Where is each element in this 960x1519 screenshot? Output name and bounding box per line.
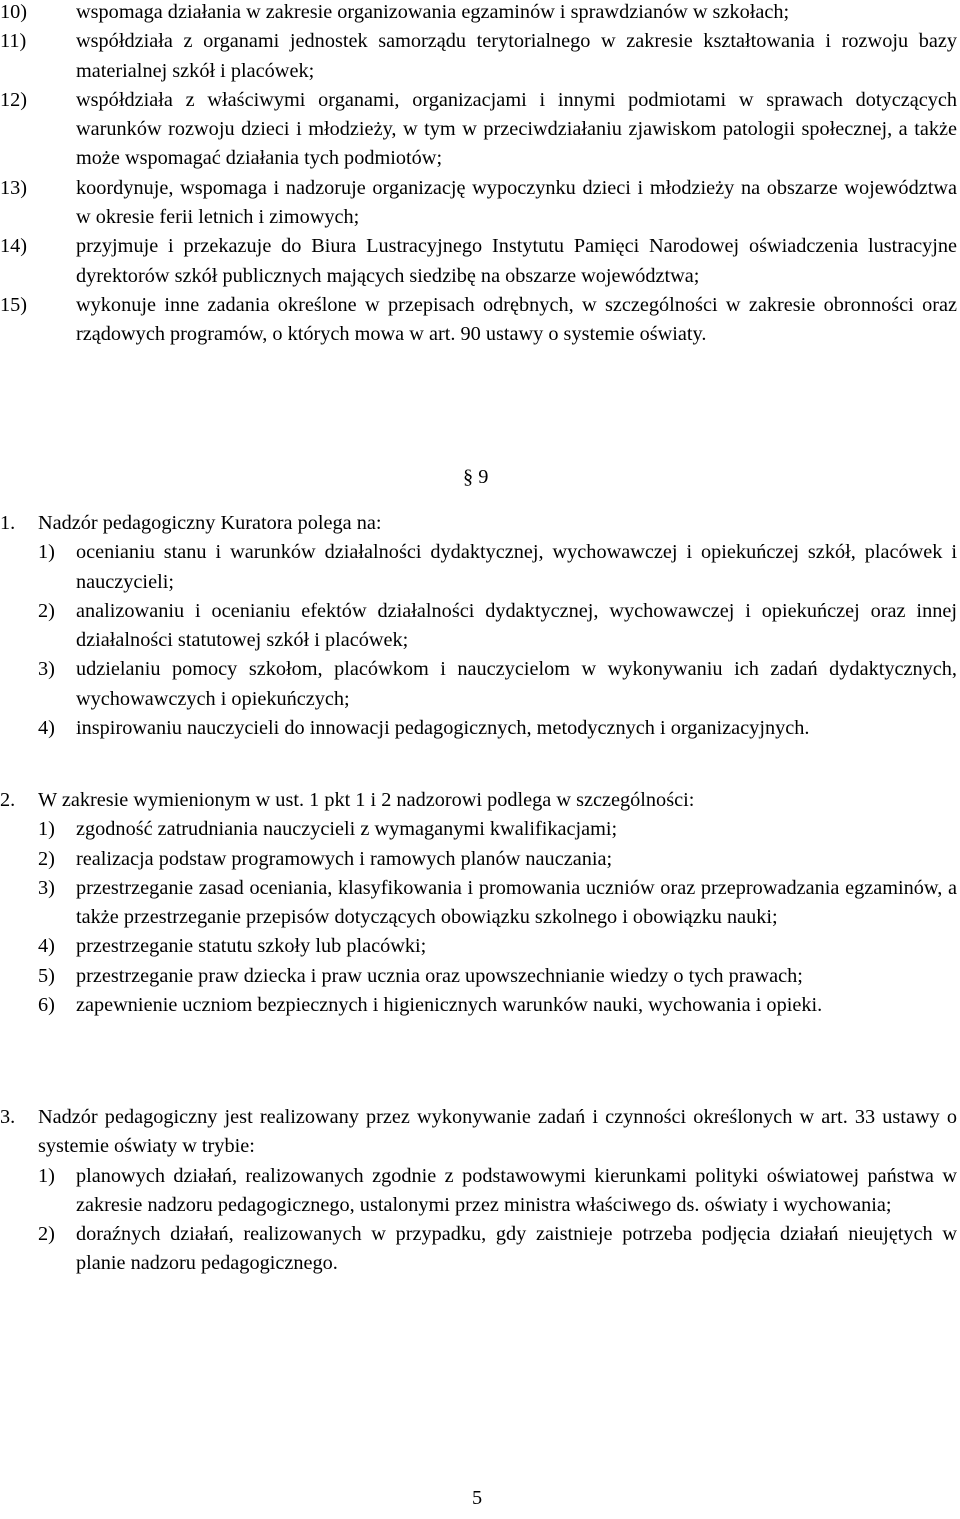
paragraph-head (0, 1103, 957, 1162)
item-text: wykonuje inne zadania określone w przepisach odrębnych, w szczególności w zakresie obronności oraz rządowych programów, o których mowa w art. 90 ustawy o systemie oświaty. (76, 293, 957, 346)
paragraph-text: Nadzór pedagogiczny jest realizowany przez wykonywanie zadań i czynności określonych w art. 33 ustawy o systemie oświaty w trybie: (38, 1106, 957, 1158)
item-number: 2) (38, 1223, 55, 1246)
item-text: przestrzeganie praw dziecka i praw ucznia oraz upowszechnianie wiedzy o tych prawach; (76, 964, 803, 987)
list-item (0, 714, 957, 743)
paragraph-2 (0, 786, 957, 1020)
paragraph-number: 1. (0, 512, 16, 534)
list-item (0, 538, 957, 597)
list-item (0, 1220, 957, 1279)
list-item (0, 874, 957, 933)
item-text: wspomaga działania w zakresie organizowania egzaminów i sprawdzianów w szkołach; (76, 1, 790, 23)
page-number: 5 (472, 1487, 483, 1509)
paragraph-text: Nadzór pedagogiczny Kuratora polega na: (38, 512, 382, 534)
item-number: 6) (38, 994, 55, 1017)
item-text: doraźnych działań, realizowanych w przypadku, gdy zaistnieje potrzeba podjęcia działań nieujętych w planie nadzoru pedagogicznego. (76, 1223, 957, 1275)
item-number: 3) (38, 658, 55, 681)
paragraph-head (0, 509, 957, 538)
item-number: 3) (38, 876, 55, 899)
item-text: planowych działań, realizowanych zgodnie z podstawowymi kierunkami polityki oświatowej państwa w zakresie nadzoru pedagogicznego, ustalonymi przez ministra właściwego ds. oświaty i wychowania; (76, 1164, 957, 1216)
item-number: 14) (0, 235, 28, 258)
competence-list (0, 0, 957, 350)
item-text: inspirowaniu nauczycieli do innowacji pedagogicznych, metodycznych i organizacyjnych. (76, 717, 810, 740)
list-item (0, 232, 957, 291)
item-number: 2) (38, 599, 55, 622)
item-number: 1) (38, 1164, 55, 1187)
item-text: przestrzeganie statutu szkoły lub placówki; (76, 935, 427, 958)
item-number: 1) (38, 541, 55, 564)
item-text: ocenianiu stanu i warunków działalności dydaktycznej, wychowawczej i opiekuńczej szkół, placówek i nauczycieli; (76, 541, 957, 593)
item-text: przyjmuje i przekazuje do Biura Lustracyjnego Instytutu Pamięci Narodowej oświadczenia lustracyjne dyrektorów szkół publicznych mających siedzibę na obszarze województwa; (76, 235, 957, 287)
paragraph-number: 3. (0, 1106, 16, 1128)
item-number: 1) (38, 818, 55, 841)
item-text: zapewnienie uczniom bezpiecznych i higienicznych warunków nauki, wychowania i opieki. (76, 994, 823, 1017)
item-number: 11) (0, 30, 27, 53)
list-item (0, 597, 957, 656)
item-text: realizacja podstaw programowych i ramowych planów nauczania; (76, 847, 613, 870)
item-text: zgodność zatrudniania nauczycieli z wymaganymi kwalifikacjami; (76, 818, 618, 841)
item-number: 5) (38, 964, 55, 987)
item-text: analizowaniu i ocenianiu efektów działalności dydaktycznej, wychowawczej i opiekuńczej oraz innej działalności statutowej szkół i placówek; (76, 599, 957, 652)
item-number: 4) (38, 717, 55, 740)
list-item (0, 991, 957, 1020)
list-item (0, 655, 957, 714)
list-item (0, 174, 957, 233)
item-number: 13) (0, 176, 28, 199)
item-text: udzielaniu pomocy szkołom, placówkom i nauczycielom w wykonywaniu ich zadań dydaktycznych, wychowawczych i opiekuńczych; (76, 658, 957, 710)
item-text: przestrzeganie zasad oceniania, klasyfikowania i promowania uczniów oraz przeprowadzania egzaminów, a także przestrzeganie przepisów dotyczących obowiązku szkolnego i obowiązku nauki; (76, 876, 957, 929)
item-text: koordynuje, wspomaga i nadzoruje organizację wypoczynku dzieci i młodzieży na obszarze województwa w okresie ferii letnich i zimowych; (76, 176, 957, 229)
list-item (0, 0, 957, 27)
item-number: 15) (0, 293, 28, 316)
item-number: 10) (0, 1, 28, 23)
item-text: współdziała z właściwymi organami, organizacjami i innymi podmiotami w sprawach dotyczących warunków rozwoju dzieci i młodzieży, w tym w przeciwdziałaniu zjawiskom patologii społecznej, a także może wspomagać działania tych podmiotów; (76, 88, 957, 170)
item-number: 12) (0, 88, 28, 111)
item-number: 4) (38, 935, 55, 958)
paragraph-3 (0, 1103, 957, 1279)
list-item (0, 932, 957, 961)
list-item (0, 27, 957, 86)
item-number: 2) (38, 847, 55, 870)
list-item (0, 962, 957, 991)
list-item (0, 845, 957, 874)
paragraph-1 (0, 509, 957, 743)
list-item (0, 815, 957, 844)
list-item (0, 1162, 957, 1221)
list-item (0, 86, 957, 174)
item-text: współdziała z organami jednostek samorządu terytorialnego w zakresie kształtowania i rozwoju bazy materialnej szkół i placówek; (76, 30, 957, 82)
section-sign-heading: § 9 (463, 466, 489, 488)
paragraph-number: 2. (0, 789, 16, 811)
list-item (0, 291, 957, 350)
paragraph-text: W zakresie wymienionym w ust. 1 pkt 1 i 2 nadzorowi podlega w szczególności: (38, 789, 695, 811)
paragraph-head (0, 786, 957, 815)
